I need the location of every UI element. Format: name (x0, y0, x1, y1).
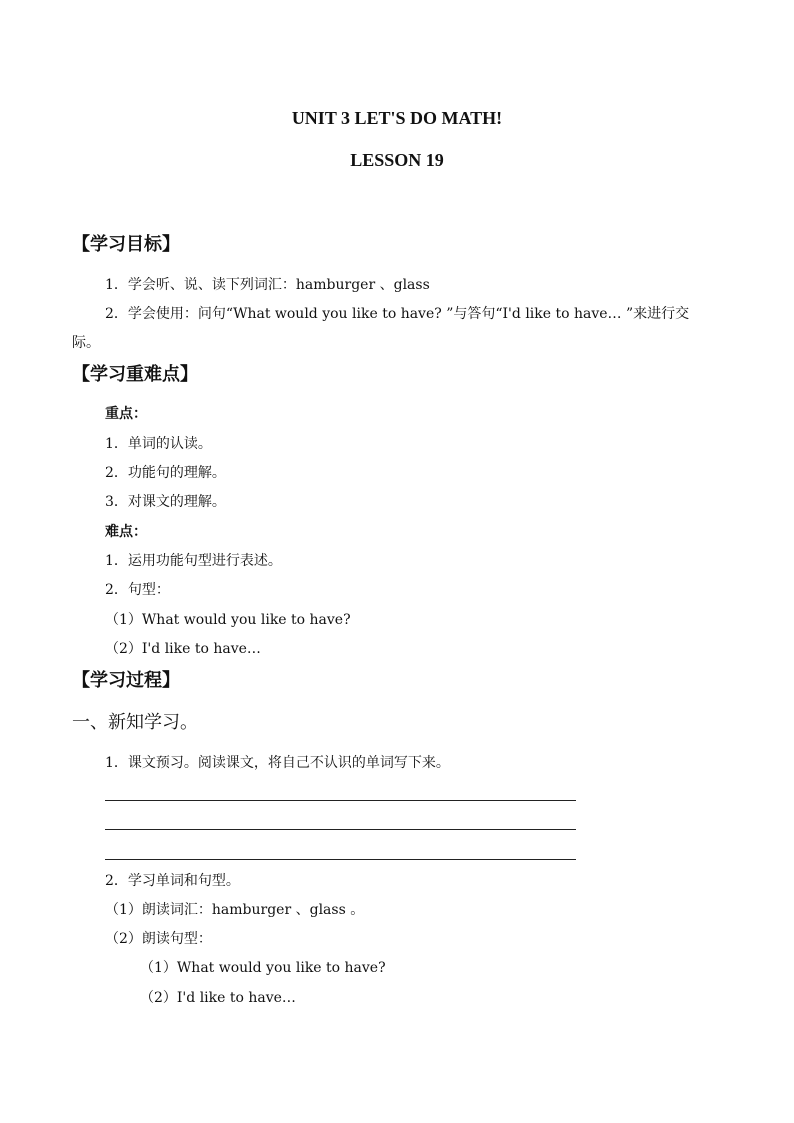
read-sentences: （2）朗读句型： (105, 931, 212, 947)
objective-item-2-line-1: 2．学会使用：问句“What would you like to have? ”与答句“I'd like to have… ”来进行交 (105, 306, 690, 322)
read-words: （1）朗读词汇：hamburger 、glass 。 (105, 902, 365, 918)
difficulty-item-2: 2．句型： (105, 582, 170, 598)
key-points-heading: 【学习重难点】 (72, 364, 198, 385)
answer-line-3[interactable] (105, 859, 576, 860)
step-1: 1．课文预习。阅读课文，将自己不认识的单词写下来。 (105, 755, 450, 771)
answer-line-2[interactable] (105, 829, 576, 830)
difficulty-item-1: 1．运用功能句型进行表述。 (105, 553, 282, 569)
key-sentence-2: （2）I'd like to have… (105, 641, 261, 657)
objective-item-2-line-2: 际。 (72, 335, 100, 351)
objectives-heading: 【学习目标】 (72, 234, 180, 255)
focus-item-1: 1．单词的认读。 (105, 436, 212, 452)
document-title: UNIT 3 LET'S DO MATH! (291, 108, 503, 128)
focus-item-2: 2．功能句的理解。 (105, 465, 226, 481)
step-2: 2．学习单词和句型。 (105, 873, 240, 889)
focus-item-3: 3．对课文的理解。 (105, 494, 226, 510)
focus-label: 重点： (105, 406, 147, 422)
key-sentence-1: （1）What would you like to have? (105, 612, 351, 628)
lesson-subtitle: LESSON 19 (350, 150, 444, 170)
practice-sentence-2: （2）I'd like to have… (140, 990, 296, 1006)
answer-line-1[interactable] (105, 800, 576, 801)
objective-item-1: 1．学会听、说、读下列词汇：hamburger 、glass (105, 277, 430, 293)
process-heading: 【学习过程】 (72, 670, 180, 691)
difficulty-label: 难点： (105, 524, 147, 540)
practice-sentence-1: （1）What would you like to have? (140, 960, 386, 976)
section-new-learning: 一、新知学习。 (72, 712, 198, 733)
